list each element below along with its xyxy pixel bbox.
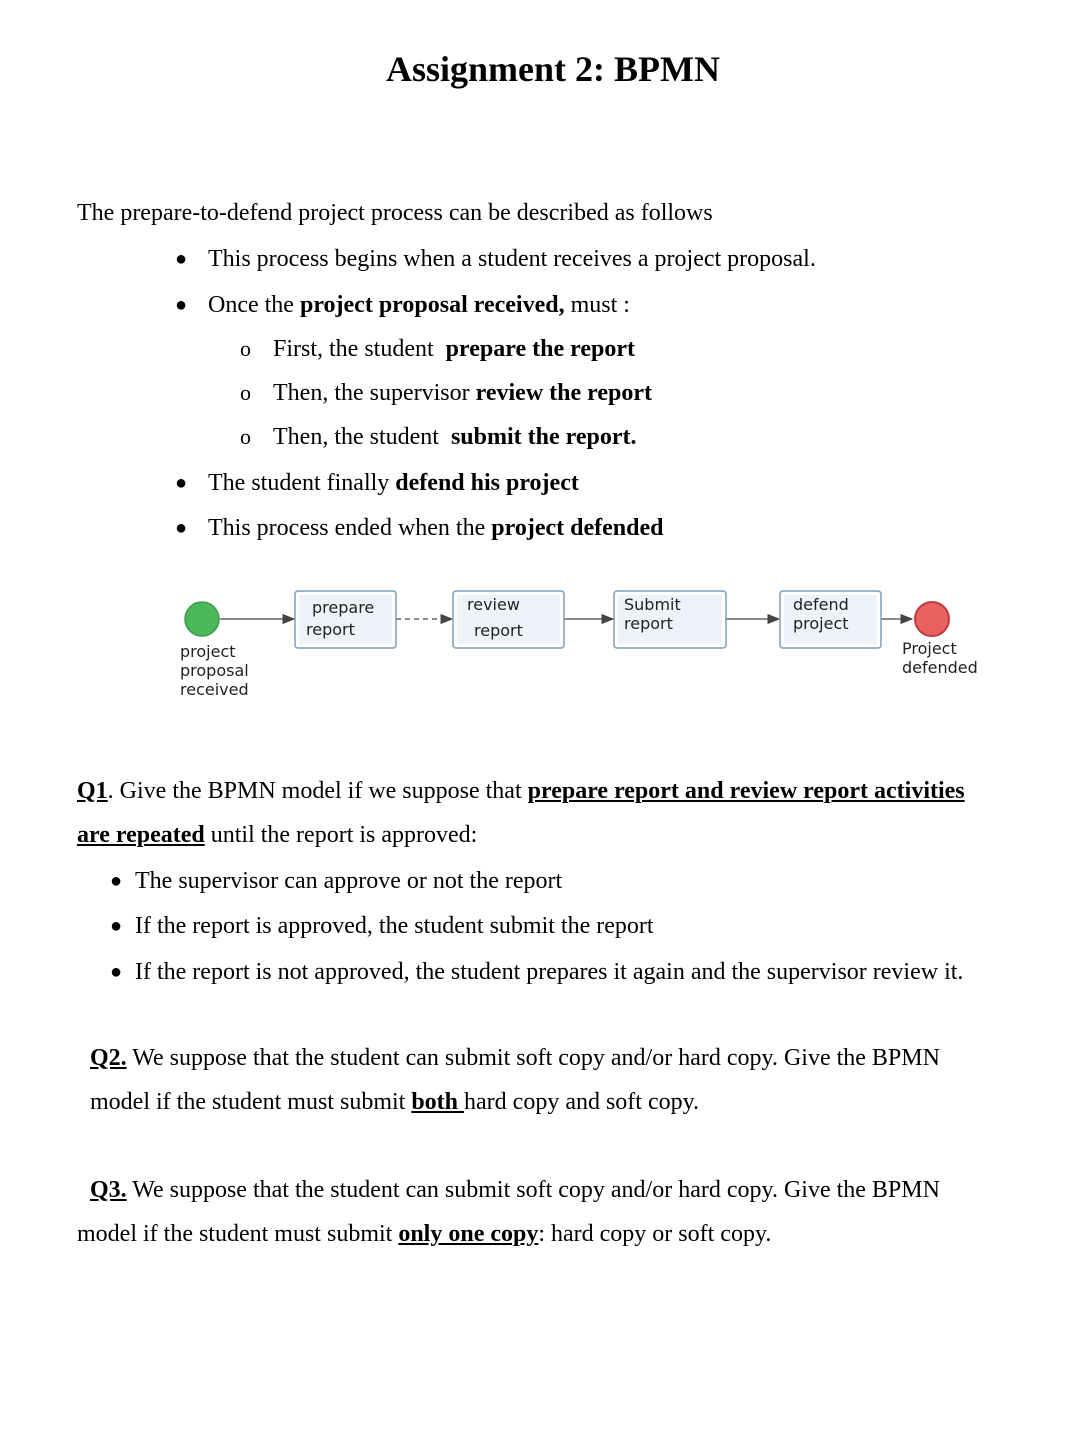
sub-step-prepare: First, the student prepare the report	[273, 336, 635, 362]
bullet-icon: ●	[110, 870, 123, 892]
svg-text:defendproject: defend project	[793, 595, 849, 633]
page-title: Assignment 2: BPMN	[386, 49, 720, 89]
circle-bullet-icon: o	[240, 380, 251, 405]
q1-label: Q1	[77, 778, 108, 804]
bullet-icon: ●	[175, 248, 188, 270]
start-event	[185, 602, 219, 636]
bullet-ended: This process ended when the project defended	[208, 515, 664, 541]
bullet-once-received: Once the project proposal received, must :	[208, 292, 630, 318]
svg-text:Submitreport: Submit report	[624, 595, 681, 633]
sub-step-review: Then, the supervisor review the report	[273, 380, 653, 406]
bpmn-diagram	[170, 580, 1000, 705]
q2-label: Q2.	[90, 1045, 127, 1071]
task-review-report	[453, 591, 564, 648]
svg-text:preparereport: prepare report	[306, 598, 375, 639]
q1-line-1: Q1. Give the BPMN model if we suppose that prepare report and review report activities	[77, 778, 965, 804]
task-defend-project	[780, 591, 881, 648]
q2-line-2: model if the student must submit both hard copy and soft copy.	[90, 1089, 700, 1115]
intro-text: The prepare-to-defend project process can be described as follows	[77, 200, 713, 226]
bullet-icon: ●	[175, 294, 188, 316]
circle-bullet-icon: o	[240, 424, 251, 449]
q1-line-2: are repeated until the report is approved:	[77, 822, 478, 848]
svg-text:reviewreport: review report	[467, 595, 523, 640]
sub-step-submit: Then, the student submit the report.	[273, 424, 637, 450]
bullet-icon: ●	[175, 472, 188, 494]
bullet-icon: ●	[110, 961, 123, 983]
q3-line-1: Q3. We suppose that the student can submit soft copy and/or hard copy. Give the BPMN	[90, 1177, 940, 1203]
start-event-label: project proposal received	[180, 642, 249, 699]
circle-bullet-icon: o	[240, 336, 251, 361]
bullet-icon: ●	[110, 915, 123, 937]
q1-bullet-not-approved: If the report is not approved, the student prepares it again and the supervisor review it.	[135, 959, 964, 985]
q3-label: Q3.	[90, 1177, 127, 1203]
q3-line-2: model if the student must submit only one copy: hard copy or soft copy.	[77, 1221, 772, 1247]
task-submit-report	[614, 591, 726, 648]
bullet-process-begins: This process begins when a student receives a project proposal.	[208, 246, 816, 272]
task-prepare-report	[295, 591, 396, 648]
q2-line-1: Q2. We suppose that the student can submit soft copy and/or hard copy. Give the BPMN	[90, 1045, 940, 1071]
bullet-defend: The student finally defend his project	[208, 470, 579, 496]
bullet-icon: ●	[175, 517, 188, 539]
q1-bullet-approved: If the report is approved, the student submit the report	[135, 913, 654, 939]
end-event	[915, 602, 949, 636]
q1-bullet-approve: The supervisor can approve or not the report	[135, 868, 563, 894]
end-event-label: Project defended	[902, 639, 978, 677]
